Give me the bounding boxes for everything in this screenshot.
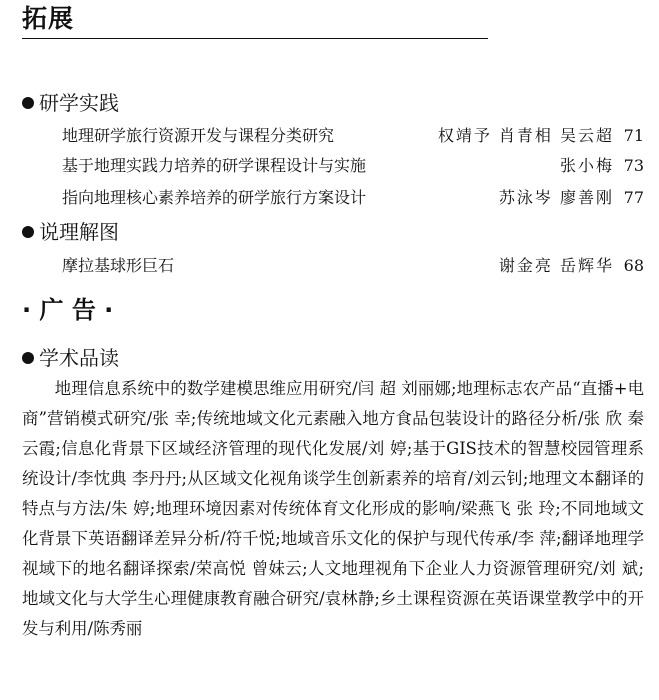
entry-title: 基于地理实践力培养的研学课程设计与实施 [62,156,367,175]
section-heading-academic-reading [22,345,119,371]
toc-entry[interactable] [62,253,644,279]
entry-authors: 张小梅 [559,156,614,175]
entry-title: 指向地理核心素养培养的研学旅行方案设计 [62,188,367,207]
section-heading-label: 研学实践 [39,91,119,115]
toc-entry[interactable] [62,123,644,149]
entry-authors: 谢金亮 岳辉华 [498,256,614,275]
entry-title: 地理研学旅行资源开发与课程分类研究 [62,126,335,145]
toc-entry[interactable] [62,185,644,211]
section-heading-explain-map [22,219,119,245]
entry-authors: 苏泳岑 廖善刚 [498,188,614,207]
toc-entry[interactable] [62,153,644,179]
academic-reading-paragraph: 地理信息系统中的数学建模思维应用研究/闫 超 刘丽娜;地理标志农产品“直播+电商”营销模式研究/张 幸;传统地域文化元素融入地方食品包装设计的路径分析/张 欣 秦云霞;信息化背景下区域经济管理的现代化发展/刘 婷;基于GIS技术的智慧校园管理系统设计/李忱典 李丹丹;从区域文化视角谈学生创新素养的培育/刘云钊;地理文本翻译的特点与方法/朱 婷;地理环境因素对传统体育文化形成的影响/梁燕飞 张 玲;不同地域文化背景下英语翻译差异分析/符千悦;地域音乐文化的保护与现代传承/李 萍;翻译地理学视域下的地名翻译探索/荣高悦 曾妹云;人文地理视角下企业人力资源管理研究/刘 斌;地域文化与大学生心理健康教育融合研究/袁林静;乡土课程资源在英语课堂教学中的开发与利用/陈秀丽 [22,379,644,638]
entry-page-number: 77 [623,188,644,207]
entry-page-number: 73 [623,156,644,175]
page-title: 拓展 [22,4,488,39]
entry-title: 摩拉基球形巨石 [62,256,175,275]
section-heading-research-practice [22,90,119,116]
bullet-icon [22,226,34,238]
entry-page-number: 71 [623,126,644,145]
entry-page-number: 68 [623,256,644,275]
entry-authors: 权靖予 肖青相 吴云超 [437,126,614,145]
section-heading-label: 学术品读 [39,346,119,370]
bullet-icon [22,352,34,364]
advertisement-heading: · 广 告 · [22,296,114,324]
bullet-icon [22,97,34,109]
section-heading-label: 说理解图 [39,220,119,244]
